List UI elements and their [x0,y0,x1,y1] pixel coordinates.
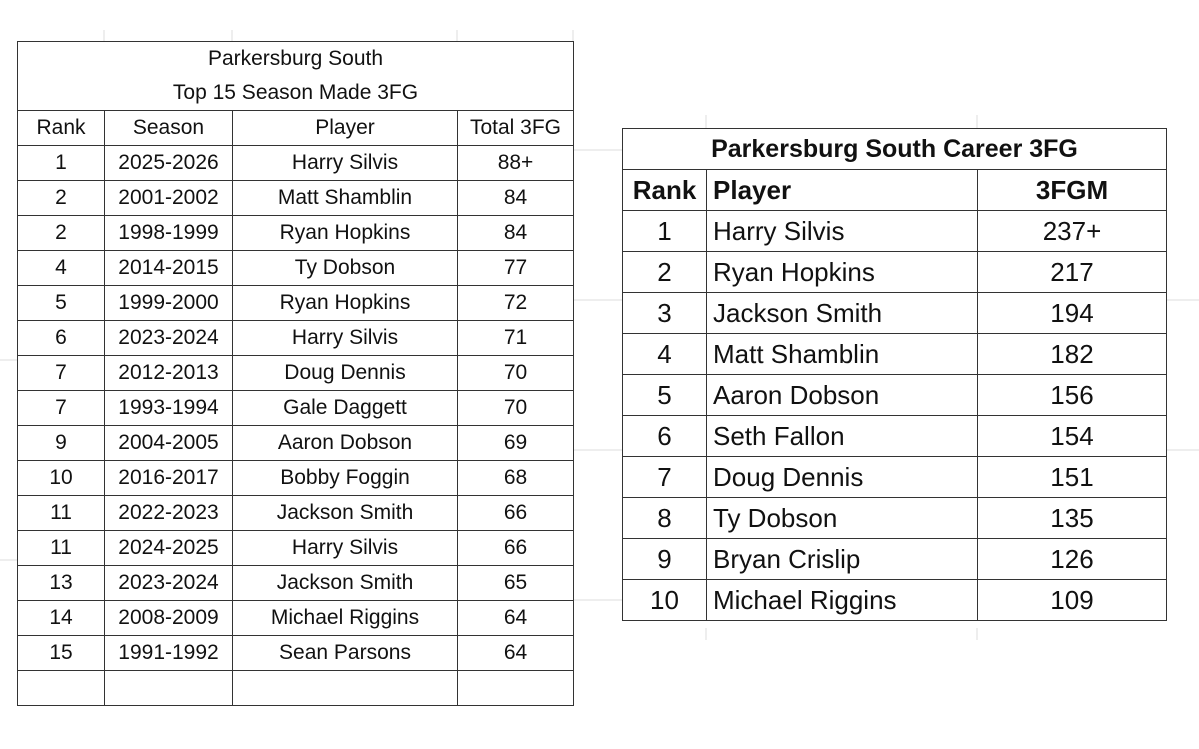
empty-cell [233,671,458,706]
rank-cell: 5 [623,375,707,416]
total-cell: 66 [458,496,574,531]
rank-cell: 7 [18,391,105,426]
header-season: Season [105,111,233,146]
3fgm-cell: 135 [978,498,1167,539]
table-row [623,457,1167,498]
player-cell: Ryan Hopkins [707,252,978,293]
table-row [623,580,1167,621]
rank-cell: 4 [18,251,105,286]
table-row [623,498,1167,539]
season-cell: 2022-2023 [105,496,233,531]
header-player: Player [707,170,978,211]
rank-cell: 11 [18,496,105,531]
total-cell: 70 [458,356,574,391]
empty-cell [105,671,233,706]
table-row [18,531,574,566]
total-cell: 65 [458,566,574,601]
player-cell: Doug Dennis [707,457,978,498]
player-cell: Ryan Hopkins [233,286,458,321]
rank-cell: 6 [623,416,707,457]
season-header-row [18,111,574,146]
total-cell: 84 [458,181,574,216]
season-cell: 2024-2025 [105,531,233,566]
player-cell: Jackson Smith [707,293,978,334]
player-cell: Bryan Crislip [707,539,978,580]
player-cell: Ty Dobson [707,498,978,539]
total-cell: 88+ [458,146,574,181]
rank-cell: 8 [623,498,707,539]
table-row [623,375,1167,416]
career-header-row [623,170,1167,211]
season-cell: 2004-2005 [105,426,233,461]
table-row [18,636,574,671]
total-cell: 64 [458,601,574,636]
season-cell: 1991-1992 [105,636,233,671]
rank-cell: 5 [18,286,105,321]
rank-cell: 1 [623,211,707,252]
table-row [18,216,574,251]
career-title-row [623,129,1167,170]
table-row [623,539,1167,580]
empty-row [18,671,574,706]
header-3fgm: 3FGM [978,170,1167,211]
table-row [18,461,574,496]
3fgm-cell: 109 [978,580,1167,621]
season-cell: 2023-2024 [105,566,233,601]
total-cell: 84 [458,216,574,251]
season-cell: 1998-1999 [105,216,233,251]
total-cell: 68 [458,461,574,496]
rank-cell: 2 [18,181,105,216]
total-cell: 64 [458,636,574,671]
rank-cell: 9 [18,426,105,461]
player-cell: Ty Dobson [233,251,458,286]
player-cell: Matt Shamblin [233,181,458,216]
rank-cell: 6 [18,321,105,356]
total-cell: 70 [458,391,574,426]
season-table-subtitle: Top 15 Season Made 3FG [18,76,574,111]
rank-cell: 10 [623,580,707,621]
player-cell: Jackson Smith [233,566,458,601]
season-cell: 2008-2009 [105,601,233,636]
table-row [18,496,574,531]
table-row [623,334,1167,375]
player-cell: Aaron Dobson [233,426,458,461]
total-cell: 69 [458,426,574,461]
rank-cell: 13 [18,566,105,601]
3fgm-cell: 126 [978,539,1167,580]
player-cell: Harry Silvis [707,211,978,252]
season-table-title: Parkersburg South [18,42,574,77]
rank-cell: 15 [18,636,105,671]
total-cell: 66 [458,531,574,566]
3fgm-cell: 237+ [978,211,1167,252]
player-cell: Sean Parsons [233,636,458,671]
table-row [18,181,574,216]
career-table-title: Parkersburg South Career 3FG [623,129,1167,170]
table-row [18,251,574,286]
career-3fg-table [622,128,1167,621]
player-cell: Matt Shamblin [707,334,978,375]
table-row [18,566,574,601]
table-row [623,293,1167,334]
rank-cell: 7 [623,457,707,498]
season-cell: 2014-2015 [105,251,233,286]
player-cell: Michael Riggins [233,601,458,636]
player-cell: Harry Silvis [233,146,458,181]
table-row [18,286,574,321]
3fgm-cell: 154 [978,416,1167,457]
season-title-row-2 [18,76,574,111]
header-total-3fg: Total 3FG [458,111,574,146]
player-cell: Jackson Smith [233,496,458,531]
player-cell: Seth Fallon [707,416,978,457]
player-cell: Ryan Hopkins [233,216,458,251]
season-cell: 2016-2017 [105,461,233,496]
rank-cell: 10 [18,461,105,496]
table-row [18,426,574,461]
player-cell: Bobby Foggin [233,461,458,496]
season-cell: 2023-2024 [105,321,233,356]
player-cell: Aaron Dobson [707,375,978,416]
3fgm-cell: 182 [978,334,1167,375]
table-row [18,146,574,181]
rank-cell: 1 [18,146,105,181]
season-cell: 1993-1994 [105,391,233,426]
rank-cell: 2 [623,252,707,293]
player-cell: Doug Dennis [233,356,458,391]
table-row [18,321,574,356]
season-title-row-1 [18,42,574,77]
rank-cell: 3 [623,293,707,334]
table-row [18,601,574,636]
table-row [623,252,1167,293]
rank-cell: 14 [18,601,105,636]
rank-cell: 2 [18,216,105,251]
total-cell: 72 [458,286,574,321]
player-cell: Harry Silvis [233,321,458,356]
empty-cell [458,671,574,706]
rank-cell: 7 [18,356,105,391]
header-rank: Rank [623,170,707,211]
season-3fg-table [17,41,574,706]
header-player: Player [233,111,458,146]
rank-cell: 4 [623,334,707,375]
total-cell: 77 [458,251,574,286]
season-cell: 2025-2026 [105,146,233,181]
season-cell: 2012-2013 [105,356,233,391]
header-rank: Rank [18,111,105,146]
table-row [623,211,1167,252]
season-cell: 1999-2000 [105,286,233,321]
3fgm-cell: 217 [978,252,1167,293]
3fgm-cell: 151 [978,457,1167,498]
rank-cell: 11 [18,531,105,566]
season-cell: 2001-2002 [105,181,233,216]
table-row [18,356,574,391]
player-cell: Michael Riggins [707,580,978,621]
empty-cell [18,671,105,706]
3fgm-cell: 194 [978,293,1167,334]
rank-cell: 9 [623,539,707,580]
total-cell: 71 [458,321,574,356]
player-cell: Gale Daggett [233,391,458,426]
table-row [18,391,574,426]
player-cell: Harry Silvis [233,531,458,566]
table-row [623,416,1167,457]
3fgm-cell: 156 [978,375,1167,416]
